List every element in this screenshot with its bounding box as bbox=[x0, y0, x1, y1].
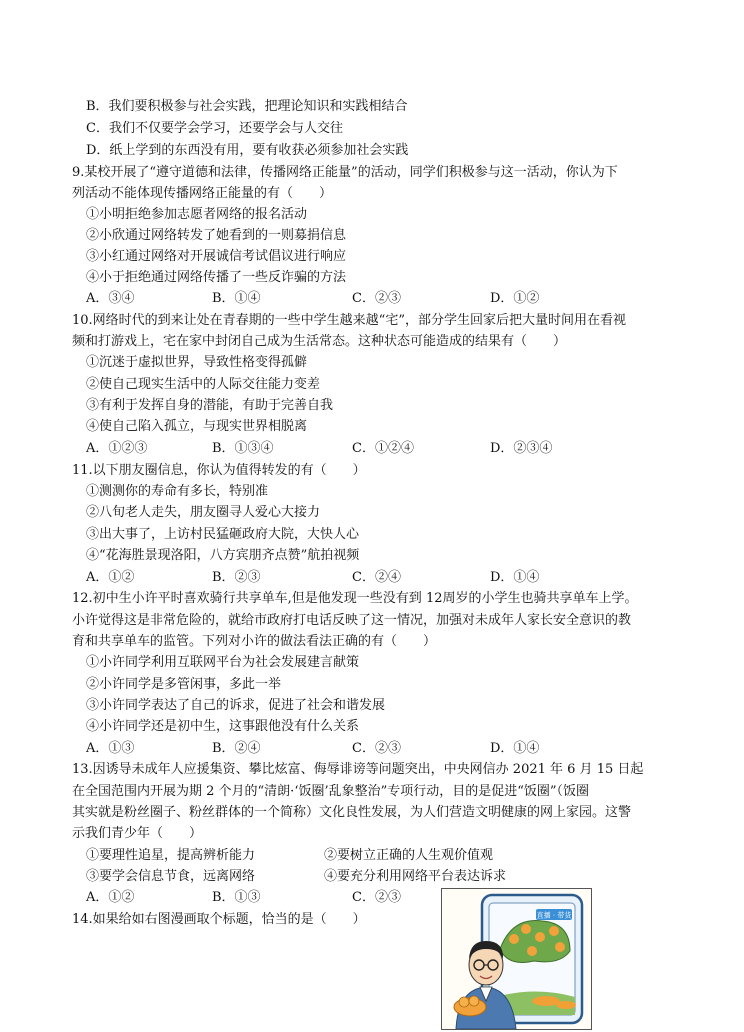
q11-item-3: ③出大事了，上访村民猛砸政府大院，大快人心 bbox=[86, 527, 360, 542]
q11-choice-d: D．①④ bbox=[490, 570, 540, 585]
q9-stem-line1: 9.某校开展了“遵守道德和法律，传播网络正能量”的活动，同学们积极参与这一活动，你认为下 bbox=[72, 165, 618, 180]
orange-fruit bbox=[535, 932, 545, 942]
orange-basket bbox=[556, 1001, 576, 1009]
q12-stem-line3: 育和共享单车的监管。下列对小许的做法看法正确的有（ ） bbox=[72, 634, 437, 649]
q10-choice-c: C．①②④ bbox=[352, 441, 414, 456]
q10-stem-line1: 10.网络时代的到来让处在青春期的一些中学生越来越“宅”，部分学生回家后把大量时间用在看视 bbox=[72, 313, 626, 328]
q8-option-d: D．纸上学到的东西没有用，要有收获必须参加社会实践 bbox=[86, 143, 409, 158]
q9-choice-d: D．①② bbox=[490, 291, 540, 306]
q10-choice-b: B．①③④ bbox=[212, 441, 274, 456]
q12-item-2: ②小许同学是多管闲事，多此一举 bbox=[86, 677, 282, 692]
q11-choice-a: A．①② bbox=[86, 570, 135, 585]
q13-item-1: ①要理性追星，提高辨析能力 bbox=[86, 848, 256, 863]
q9-choice-a: A．③④ bbox=[86, 291, 135, 306]
q12-choice-c: C．②③ bbox=[352, 741, 401, 756]
q12-stem-line1: 12.初中生小许平时喜欢骑行共享单车,但是他发现一些没有到 12周岁的小学生也骑共享单车上学。 bbox=[72, 591, 638, 606]
q9-item-2: ②小欣通过网络转发了她看到的一则募捐信息 bbox=[86, 228, 347, 243]
q8-option-b: B．我们要积极参与社会实践，把理论知识和实践相结合 bbox=[86, 99, 408, 114]
q12-choice-d: D．①④ bbox=[490, 741, 540, 756]
q13-stem-line3: 其实就是粉丝圈子、粉丝群体的一个简称）文化良性发展，为人们营造文明健康的网上家园。这警 bbox=[72, 805, 632, 820]
orange-fruit bbox=[555, 942, 565, 952]
cartoon-livestream-selling-oranges bbox=[442, 889, 591, 1029]
q13-stem-line2: 在全国范围内开展为期 2 个月的“清朗·‘饭圈’乱象整治”专项行动，目的是促进“饭圈”（饭圈 bbox=[72, 784, 590, 799]
q13-item-2: ②要树立正确的人生观价值观 bbox=[324, 848, 494, 863]
q12-choice-a: A．①③ bbox=[86, 741, 135, 756]
q10-stem-line2: 频和打游戏上，宅在家中封闭自己成为生活常态。这种状态可能造成的结果有（ ） bbox=[72, 334, 567, 349]
q11-stem-line1: 11.以下朋友圈信息，你认为值得转发的有（ ） bbox=[72, 463, 366, 478]
q13-choice-a: A．①② bbox=[86, 890, 135, 905]
q9-item-4: ④小于拒绝通过网络传播了一些反诈骗的方法 bbox=[86, 270, 347, 285]
q9-item-3: ③小红通过网络对开展诚信考试倡议进行响应 bbox=[86, 249, 347, 264]
q10-item-1: ①沉迷于虚拟世界，导致性格变得孤僻 bbox=[86, 355, 308, 370]
q13-item-3: ③要学会信息节食，远离网络 bbox=[86, 869, 256, 884]
q13-choice-c: C．②③ bbox=[352, 890, 401, 905]
q13-choice-b: B．①③ bbox=[212, 890, 261, 905]
q11-item-1: ①测测你的寿命有多长，特别准 bbox=[86, 484, 269, 499]
q12-item-1: ①小许同学利用互联网平台为社会发展建言献策 bbox=[86, 655, 360, 670]
q9-item-1: ①小明拒绝参加志愿者网络的报名活动 bbox=[86, 207, 308, 222]
q10-item-3: ③有利于发挥自身的潜能，有助于完善自我 bbox=[86, 398, 334, 413]
q9-choice-c: C．②③ bbox=[352, 291, 401, 306]
q12-item-3: ③小许同学表达了自己的诉求，促进了社会和谐发展 bbox=[86, 698, 386, 713]
q10-item-4: ④使自己陷入孤立，与现实世界相脱离 bbox=[86, 419, 308, 434]
q8-option-c: C．我们不仅要学会学习，还要学会与人交往 bbox=[86, 121, 343, 136]
q14-stem-line1: 14.如果给如右图漫画取个标题，恰当的是（ ） bbox=[72, 912, 366, 927]
q11-choice-b: B．②③ bbox=[212, 570, 261, 585]
q12-choice-b: B．②④ bbox=[212, 741, 261, 756]
livestream-sign-text: 直播 · 带货 bbox=[536, 911, 572, 920]
q11-item-2: ②八旬老人走失，朋友圈寻人爱心大接力 bbox=[86, 505, 321, 520]
orange-fruit bbox=[549, 926, 559, 936]
q12-stem-line2: 小许觉得这是非常危险的，就给市政府打电话反映了这一情况，加强对未成年人家长安全意识的教 bbox=[72, 613, 632, 628]
q13-stem-line1: 13.因诱导未成年人应援集资、攀比炫富、侮辱诽谤等问题突出，中央网信办 2021 年 6 月 15 日起 bbox=[72, 762, 644, 777]
q10-choice-d: D．②③④ bbox=[490, 441, 553, 456]
orange-fruit bbox=[509, 934, 519, 944]
orange-basket bbox=[532, 996, 560, 1006]
q11-choice-c: C．②④ bbox=[352, 570, 401, 585]
q9-choice-b: B．①④ bbox=[212, 291, 261, 306]
q10-item-2: ②使自己现实生活中的人际交往能力变差 bbox=[86, 377, 321, 392]
q10-choice-a: A．①②③ bbox=[86, 441, 148, 456]
q13-item-4: ④要充分利用网络平台表达诉求 bbox=[324, 869, 507, 884]
orange-fruit bbox=[521, 924, 531, 934]
q12-item-4: ④小许同学还是初中生，这事跟他没有什么关系 bbox=[86, 719, 360, 734]
cartoon-illustration bbox=[441, 888, 592, 1030]
q11-item-4: ④“花海胜景现洛阳，八方宾朋齐点赞”航拍视频 bbox=[86, 548, 360, 563]
q9-stem-line2: 列活动不能体现传播网络正能量的有（ ） bbox=[72, 186, 333, 201]
q13-stem-line4: 示我们青少年（ ） bbox=[72, 826, 203, 841]
orange-fruit bbox=[527, 946, 537, 956]
